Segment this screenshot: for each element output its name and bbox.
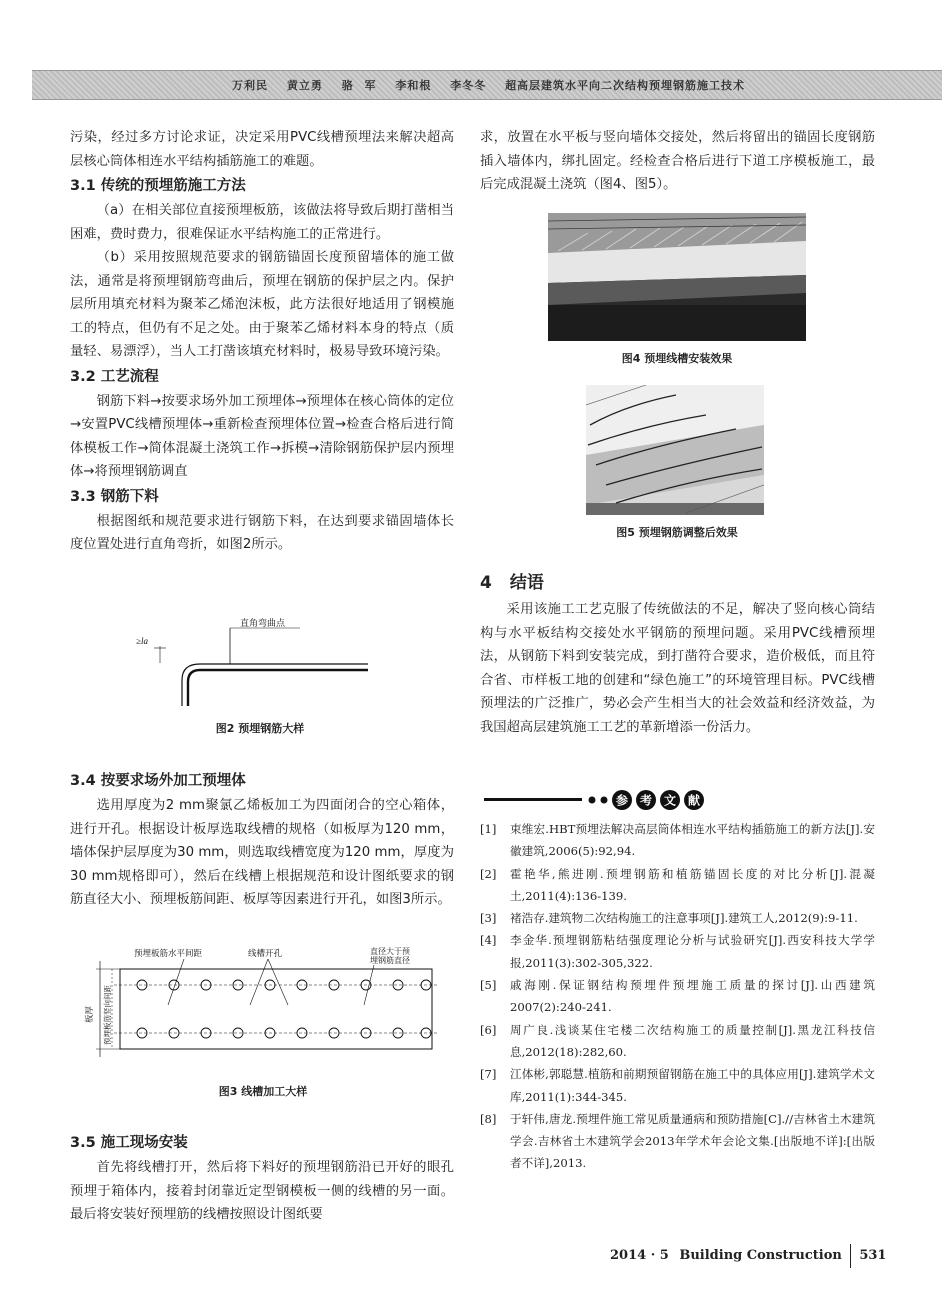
ref-text: 戚海刚.保证钢结构预埋件预埋施工质量的探讨[J].山西建筑2007(2):240-241. [510,978,875,1015]
ref-char: 文 [663,793,677,808]
paragraph-3-1a: （a）在相关部位直接预埋板筋，该做法将导致后期打凿相当困难，费时费力，很难保证水平结构施工的正常进行。 [70,203,454,242]
paragraph-3-1b: （b）采用按照规范要求的钢筋锚固长度预留墙体的施工做法，通常是将预埋钢筋弯曲后，预埋在钢筋的保护层之内。保护层所用填充材料为聚苯乙烯泡沫板，此方法很好地适用了钢模施工的特点，但仍有不足之处。由于聚苯乙烯材料本身的特点（质量轻、易漂浮），当人工打凿该填充材料时，极易导致环境污染。 [70,250,454,359]
conclusion-section [480,568,875,739]
left-column-top [70,126,454,557]
section-heading-3-4: 3.4 按要求场外加工预埋体 [70,773,246,789]
ref-text: 霍艳华,熊进刚.预埋钢筋和植筋锚固长度的对比分析[J].混凝土,2011(4):136-139. [510,866,875,903]
author-name: 军 [364,79,377,92]
journal-name: Building Construction [679,1248,842,1263]
references-heading [480,785,875,815]
intro-paragraph: 污染，经过多方讨论求证，决定采用PVC线槽预埋法来解决超高层核心筒体相连水平结构插筋施工的难题。 [70,130,454,169]
reference-item [480,907,875,929]
right-column-top [480,126,875,197]
ref-char: 考 [639,793,653,808]
references-heading-graphic [480,785,875,815]
ref-text: 于轩伟,唐龙.预埋件施工常见质量通病和预防措施[C].//吉林省土木建筑学会.吉林省土木建筑学会2013年学术年会论文集.[出版地不详]:[出版者不详],2013. [510,1111,875,1171]
reference-item [480,818,875,863]
ref-text: 褚浩存.建筑物二次结构施工的注意事项[J].建筑工人,2012(9):9-11. [510,911,858,926]
vertical-spacing-label: 预埋板筋竖向间距 [103,985,112,1045]
section-heading-3-5: 3.5 施工现场安装 [70,1135,188,1151]
ref-number: [3] [480,911,497,926]
figure-5-photo [586,385,764,515]
trough-hole-diagram [78,945,448,1065]
figure-3 [78,945,448,1065]
rebar-bend-diagram [130,618,390,713]
paragraph-3-5: 首先将线槽打开，然后将下料好的预埋钢筋沿已开好的眼孔预埋于箱体内，接着封闭靠近定型钢模板一侧的线槽的另一面。最后将安装好预埋筋的线槽按照设计图纸要 [70,1160,454,1222]
figure-5-caption: 图5 预埋钢筋调整后效果 [616,526,738,539]
ref-text: 束维宏.HBT预埋法解决高层筒体相连水平结构插筋施工的新方法[J].安徽建筑,2006(5):92,94. [510,822,875,859]
figure-3-caption: 图3 线槽加工大样 [218,1085,308,1098]
slab-thickness-label: 板厚 [84,1005,94,1023]
author-name: 骆 [341,79,354,92]
page-number: 531 [859,1248,887,1263]
reference-item [480,1108,875,1175]
bend-point-label: 直角弯曲点 [240,618,286,628]
ref-char: 献 [687,793,701,808]
author-name: 李冬冬 [450,79,487,92]
reference-item [480,1019,875,1064]
paragraph-3-4: 选用厚度为2 mm聚氯乙烯板加工为四面闭合的空心箱体，进行开孔。根据设计板厚选取线槽的规格（如板厚为120 mm，墙体保护层厚度为30 mm，则选取线槽宽度为120 mm，厚度为30 mm规格即可），然后在线槽上根据规范和设计图纸要求的钢筋直径大小、预埋板筋间距、板厚等因素进行开孔，如图3所示。 [70,798,454,907]
anchor-length-label: ≥la [136,636,148,646]
ref-text: 周广良.浅谈某住宅楼二次结构施工的质量控制[J].黑龙江科技信息,2012(18):282,60. [510,1022,875,1059]
left-column-middle [70,768,454,912]
ref-number: [4] [480,933,497,948]
section-heading-4 [480,568,875,598]
ref-text: 李金华.预埋钢筋粘结强度理论分析与试验研究[J].西安科技大学学报,2011(3):302-305,322. [510,933,875,970]
reference-item [480,1063,875,1108]
figure-2-caption: 图2 预埋钢筋大样 [215,722,305,735]
paragraph-3-3: 根据图纸和规范要求进行钢筋下料，在达到要求锚固墙体长度位置处进行直角弯折，如图2所示。 [70,513,454,552]
ref-char: 参 [615,793,629,808]
issue-label: 2014 · 5 [610,1248,669,1263]
ref-number: [1] [480,822,497,836]
left-column-bottom [70,1130,454,1227]
figure-2 [130,618,390,713]
adjusted-rebar-photo [586,385,764,515]
ref-number: [2] [480,866,497,881]
running-header-text [232,71,759,101]
running-header [32,70,942,100]
paragraph-3-2: 钢筋下料→按要求场外加工预埋体→预埋体在核心筒体的定位→安置PVC线槽预埋体→重新检查预埋体位置→检查合格后进行简体模板工作→简体混凝土浇筑工作→拆模→清除钢筋保护层内预埋体→将预埋钢筋调直 [70,393,454,479]
reference-item [480,863,875,908]
author-name: 李和根 [395,79,432,92]
continued-paragraph: 求，放置在水平板与竖向墙体交接处，然后将留出的锚固长度钢筋插入墙体内，绑扎固定。经检查合格后进行下道工序模板施工，最后完成混凝土浇筑（图4、图5）。 [480,130,875,192]
reference-item [480,974,875,1019]
ref-text: 江体彬,郭聪慧.植筋和前期预留钢筋在施工中的具体应用[J].建筑学术文库,2011(1):344-345. [510,1067,875,1104]
hole-label: 线槽开孔 [248,948,283,958]
section-number: 4 [480,573,492,593]
article-title: 超高层建筑水平向二次结构预埋钢筋施工技术 [505,79,746,92]
ref-number: [6] [480,1022,497,1037]
section-heading-3-2: 3.2 工艺流程 [70,368,159,385]
conclusion-paragraph: 采用该施工工艺克服了传统做法的不足，解决了竖向核心筒结构与水平板结构交接处水平钢筋的预埋问题。采用PVC线槽预埋法，从钢筋下料到安装完成，到打凿符合要求，造价极低，而且符合省、市样板工地的创建和“绿色施工”的环境管理目标。PVC线槽预埋法的广泛推广，势必会产生相当大的社会效益和经济效益，为我国超高层建筑施工工艺的革新增添一份活力。 [480,602,875,735]
page-footer [610,1242,886,1270]
diameter-label-line1: 直径大于预 [370,947,410,956]
reference-item [480,929,875,974]
installed-trough-photo [548,213,806,341]
figure-4-caption: 图4 预埋线槽安装效果 [621,352,733,365]
reference-list [480,818,875,1175]
section-title: 结语 [509,573,544,593]
diameter-label-line2: 埋钢筋直径 [370,956,410,965]
author-name: 黄立勇 [286,79,323,92]
ref-number: [7] [480,1067,497,1082]
ref-number: [8] [480,1111,497,1126]
section-heading-3-1: 3.1 传统的预埋筋施工方法 [70,178,246,194]
section-heading-3-3: 3.3 钢筋下料 [70,488,159,505]
ref-number: [5] [480,978,497,993]
author-name: 万利民 [232,79,268,92]
figure-4-photo [548,213,806,341]
footer-divider [850,1244,852,1268]
spacing-label: 预埋板筋水平间距 [134,948,203,958]
